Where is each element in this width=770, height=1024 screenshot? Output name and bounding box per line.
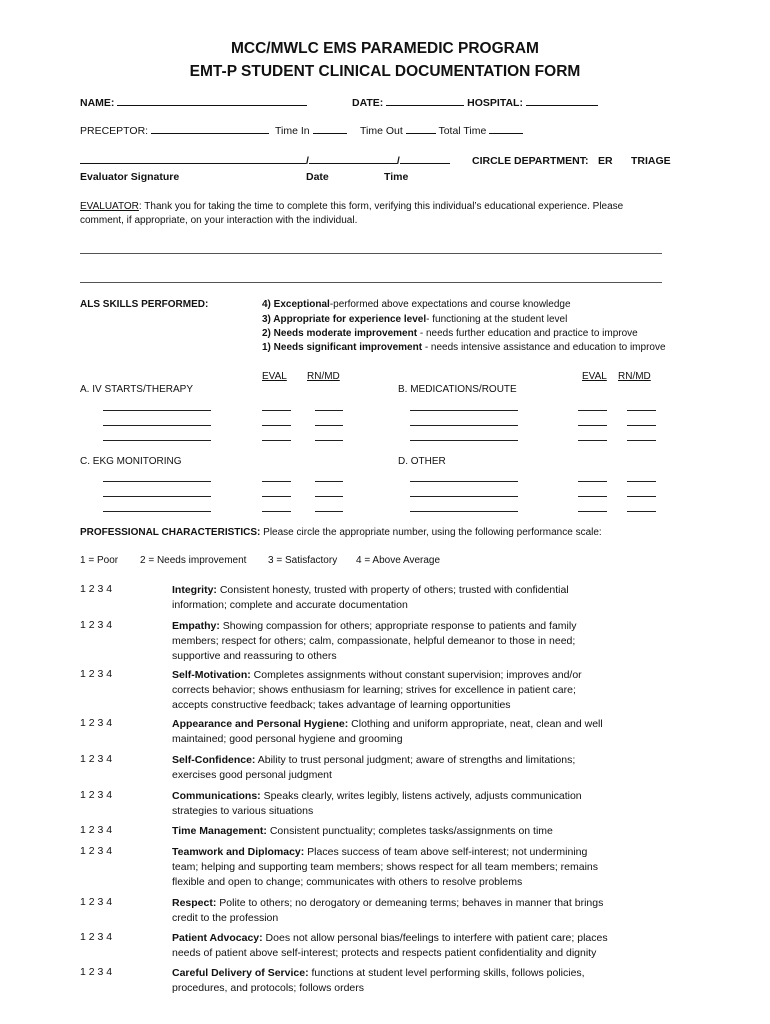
dept-er-option[interactable]: ER — [598, 155, 613, 167]
als-entry-blank[interactable] — [410, 425, 518, 426]
trait-name: Self-Motivation: — [172, 669, 251, 681]
als-entry-blank[interactable] — [103, 440, 211, 441]
als-entry-blank[interactable] — [578, 410, 607, 411]
evaluator-note: EVALUATOR: Thank you for taking the time to complete this form, verifying this individual’s educational experience. Please — [80, 201, 624, 212]
total-time-label: Total Time — [438, 125, 487, 137]
name-field[interactable] — [117, 97, 307, 106]
scale-3: 3) Appropriate for experience level- functioning at the student level — [262, 314, 568, 325]
date-label: DATE: HOSPITAL: — [352, 97, 598, 109]
hospital-label: HOSPITAL: — [467, 97, 523, 109]
time-in-label: Time In — [275, 125, 347, 137]
time-in-field[interactable] — [313, 125, 347, 134]
col-rnmd-right: RN/MD — [618, 371, 651, 382]
trait-description — [172, 896, 612, 926]
comment-line-1[interactable] — [80, 253, 662, 254]
als-entry-blank[interactable] — [103, 481, 211, 482]
als-entry-blank[interactable] — [627, 425, 656, 426]
als-entry-blank[interactable] — [578, 440, 607, 441]
trait-description — [172, 966, 612, 996]
scale-poor: 1 = Poor — [80, 555, 119, 566]
als-entry-blank[interactable] — [262, 410, 291, 411]
trait-text: Showing compassion for others; appropriate response to patients and family members; respect for others; calm, compassionate, helpful demeanor to those in need; supportive and reassuring to others — [172, 620, 577, 662]
section-medications: B. MEDICATIONS/ROUTE — [398, 384, 517, 395]
trait-description — [172, 824, 612, 839]
als-entry-blank[interactable] — [103, 496, 211, 497]
rating-options[interactable]: 1 2 3 4 — [80, 583, 113, 595]
trait-name: Respect: — [172, 897, 217, 909]
trait-description — [172, 931, 612, 961]
rating-options[interactable]: 1 2 3 4 — [80, 845, 113, 857]
signature-line[interactable]: / / — [80, 155, 450, 167]
trait-name: Self-Confidence: — [172, 754, 256, 766]
trait-description — [172, 583, 612, 613]
rating-options[interactable]: 1 2 3 4 — [80, 931, 113, 943]
trait-text: Completes assignments without constant supervision; improves and/or corrects behavior; shows enthusiasm for learning; strives for excellence in patient care; accepts constructive feedback; takes advantage of learning opportunities — [172, 669, 582, 711]
als-entry-blank[interactable] — [315, 425, 343, 426]
preceptor-label: PRECEPTOR: — [80, 125, 269, 137]
scale-above-average: 4 = Above Average — [356, 555, 441, 566]
trait-text: Does not allow personal bias/feelings to interfere with patient care; places needs of patient above self-interest; protects and respects patient confidentiality and dignity — [172, 932, 608, 959]
als-entry-blank[interactable] — [410, 440, 518, 441]
section-other: D. OTHER — [398, 456, 446, 467]
trait-name: Teamwork and Diplomacy: — [172, 846, 305, 858]
trait-name: Careful Delivery of Service: — [172, 967, 309, 979]
als-entry-blank[interactable] — [315, 410, 343, 411]
evaluator-note-line2: comment, if appropriate, on your interaction with the individual. — [80, 215, 358, 226]
professional-heading: PROFESSIONAL CHARACTERISTICS: Please circle the appropriate number, using the following performance scale: — [80, 527, 602, 538]
trait-text: Polite to others; no derogatory or demeaning terms; behaves in manner that brings credit to the profession — [172, 897, 604, 924]
rating-options[interactable]: 1 2 3 4 — [80, 966, 113, 978]
col-eval-left: EVAL — [262, 371, 287, 382]
als-entry-blank[interactable] — [315, 496, 343, 497]
scale-satisfactory: 3 = Satisfactory — [268, 555, 338, 566]
dept-triage-option[interactable]: TRIAGE — [631, 155, 671, 167]
trait-name: Empathy: — [172, 620, 220, 632]
total-time-field[interactable] — [489, 125, 523, 134]
als-entry-blank[interactable] — [262, 440, 291, 441]
als-heading: ALS SKILLS PERFORMED: — [80, 299, 209, 310]
trait-description — [172, 753, 612, 783]
als-entry-blank[interactable] — [410, 496, 518, 497]
time-out-label: Time Out Total Time — [360, 125, 523, 137]
section-ekg: C. EKG MONITORING — [80, 456, 182, 467]
section-iv-starts: A. IV STARTS/THERAPY — [80, 384, 193, 395]
rating-options[interactable]: 1 2 3 4 — [80, 619, 113, 631]
trait-name: Communications: — [172, 790, 261, 802]
trait-text: functions at student level performing skills, follows policies, procedures, and protocols; follows orders — [172, 967, 585, 994]
preceptor-field[interactable] — [151, 125, 269, 134]
als-entry-blank[interactable] — [410, 511, 518, 512]
hospital-field[interactable] — [526, 97, 598, 106]
als-entry-blank[interactable] — [315, 481, 343, 482]
trait-text: Speaks clearly, writes legibly, listens actively, adjusts communication strategies to various situations — [172, 790, 582, 817]
scale-1: 1) Needs significant improvement - needs intensive assistance and education to improve — [262, 342, 666, 353]
form-title-document: EMT-P STUDENT CLINICAL DOCUMENTATION FORM — [189, 63, 581, 80]
als-entry-blank[interactable] — [627, 410, 656, 411]
time-out-field[interactable] — [406, 125, 436, 134]
trait-text: Consistent honesty, trusted with property of others; trusted with confidential information; complete and accurate documentation — [172, 584, 569, 611]
als-entry-blank[interactable] — [627, 511, 656, 512]
als-entry-blank[interactable] — [627, 440, 656, 441]
rating-options[interactable]: 1 2 3 4 — [80, 824, 113, 836]
als-entry-blank[interactable] — [315, 440, 343, 441]
als-entry-blank[interactable] — [627, 496, 656, 497]
scale-2: 2) Needs moderate improvement - needs further education and practice to improve — [262, 328, 638, 339]
scale-needs-improvement: 2 = Needs improvement — [140, 555, 247, 566]
col-eval-right: EVAL — [582, 371, 607, 382]
als-entry-blank[interactable] — [627, 481, 656, 482]
rating-options[interactable]: 1 2 3 4 — [80, 896, 113, 908]
rating-options[interactable]: 1 2 3 4 — [80, 668, 113, 680]
circle-department-label: CIRCLE DEPARTMENT: — [472, 155, 589, 167]
als-entry-blank[interactable] — [262, 425, 291, 426]
rating-options[interactable]: 1 2 3 4 — [80, 717, 113, 729]
als-entry-blank[interactable] — [262, 496, 291, 497]
als-entry-blank[interactable] — [578, 425, 607, 426]
comment-line-2[interactable] — [80, 282, 662, 283]
als-entry-blank[interactable] — [410, 481, 518, 482]
form-title-program: MCC/MWLC EMS PARAMEDIC PROGRAM — [231, 40, 539, 57]
als-entry-blank[interactable] — [578, 511, 607, 512]
date-field[interactable] — [386, 97, 464, 106]
name-label: NAME: — [80, 97, 307, 109]
trait-name: Appearance and Personal Hygiene: — [172, 718, 349, 730]
als-entry-blank[interactable] — [410, 410, 518, 411]
sig-time-label: Time — [384, 171, 409, 183]
col-rnmd-left: RN/MD — [307, 371, 340, 382]
sig-date-label: Date — [306, 171, 329, 183]
trait-name: Patient Advocacy: — [172, 932, 263, 944]
trait-text: Consistent punctuality; completes tasks/assignments on time — [266, 825, 553, 837]
als-entry-blank[interactable] — [578, 481, 607, 482]
trait-description — [172, 619, 612, 664]
als-entry-blank[interactable] — [262, 511, 291, 512]
trait-name: Time Management: — [172, 825, 267, 837]
trait-description — [172, 789, 612, 819]
scale-4: 4) Exceptional-performed above expectations and course knowledge — [262, 299, 571, 310]
als-entry-blank[interactable] — [103, 410, 211, 411]
rating-options[interactable]: 1 2 3 4 — [80, 753, 113, 765]
trait-text: Ability to trust personal judgment; aware of strengths and limitations; exercises good personal judgment — [172, 754, 576, 781]
rating-options[interactable]: 1 2 3 4 — [80, 789, 113, 801]
trait-description — [172, 717, 612, 747]
trait-text: Places success of team above self-interest; not undermining team; helping and supporting team members; shows respect for all team members; remains flexible and open to change; communicates with others to resolve problems — [172, 846, 599, 888]
als-entry-blank[interactable] — [578, 496, 607, 497]
trait-text: Clothing and uniform appropriate, neat, clean and well maintained; good personal hygiene and grooming — [172, 718, 603, 745]
trait-name: Integrity: — [172, 584, 217, 596]
als-entry-blank[interactable] — [315, 511, 343, 512]
trait-description — [172, 668, 612, 713]
evaluator-signature-label: Evaluator Signature — [80, 171, 180, 183]
als-entry-blank[interactable] — [262, 481, 291, 482]
als-entry-blank[interactable] — [103, 511, 211, 512]
als-entry-blank[interactable] — [103, 425, 211, 426]
trait-description — [172, 845, 612, 890]
